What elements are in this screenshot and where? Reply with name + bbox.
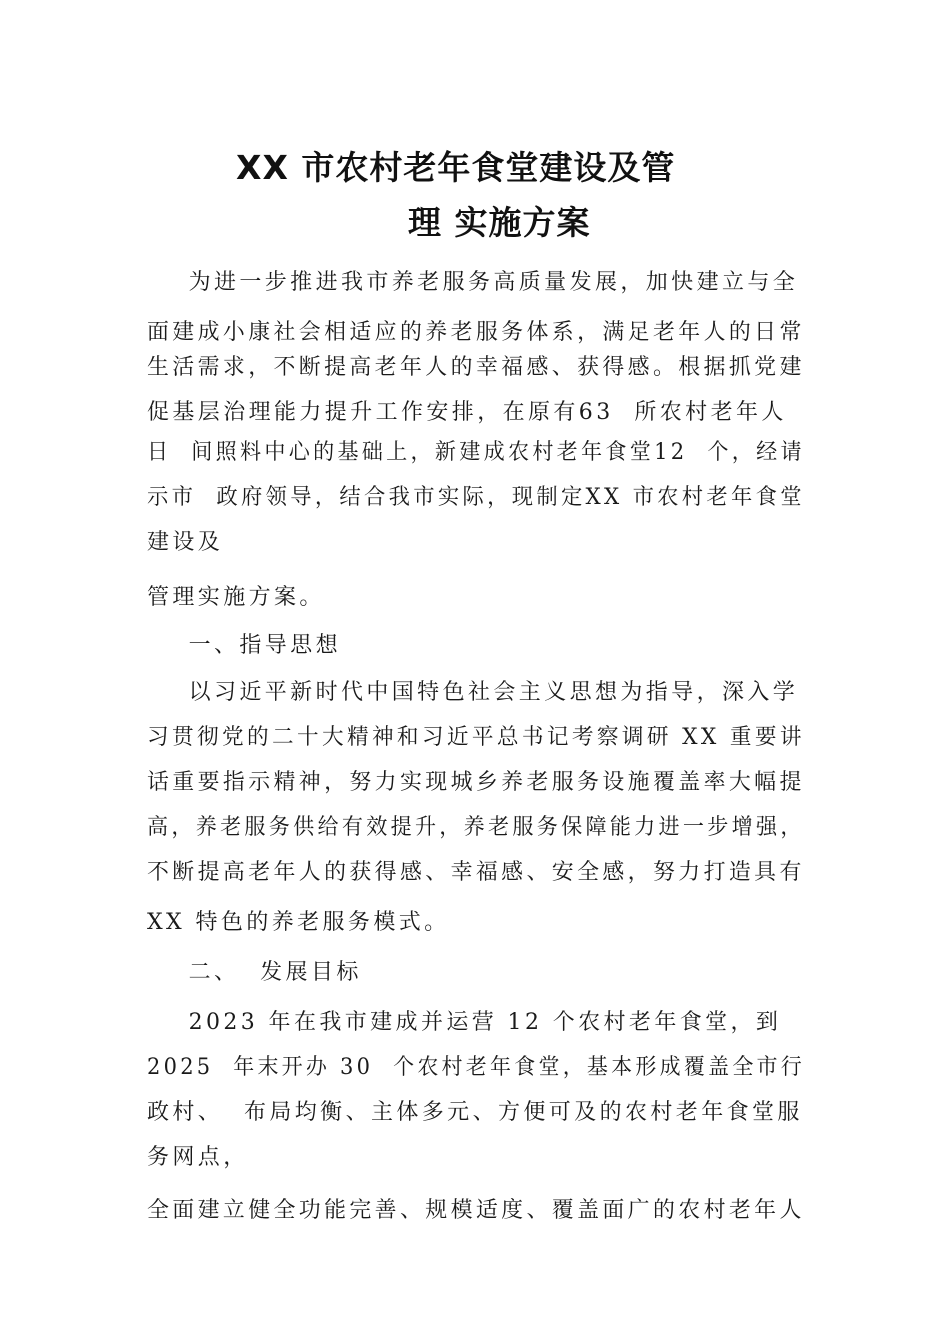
body-line: 建设及 bbox=[147, 530, 224, 555]
body-line: 以习近平新时代中国特色社会主义思想为指导，深入学 bbox=[147, 680, 799, 705]
body-line: 习贯彻党的二十大精神和习近平总书记考察调研 XX 重要讲 bbox=[147, 725, 805, 750]
section-heading: 一、指导思想 bbox=[147, 633, 341, 658]
body-line: 2023 年在我市建成并运营 12 个农村老年食堂，到 bbox=[147, 1010, 782, 1035]
body-line: 2025 年末开办 30 个农村老年食堂，基本形成覆盖全市行 bbox=[147, 1055, 806, 1080]
body-line: 务网点， bbox=[147, 1145, 249, 1170]
body-line: 为进一步推进我市养老服务高质量发展，加快建立与全 bbox=[147, 270, 799, 295]
body-line: 面建成小康社会相适应的养老服务体系，满足老年人的日常 bbox=[147, 320, 805, 345]
body-line: XX 特色的养老服务模式。 bbox=[147, 910, 450, 935]
body-line: 全面建立健全功能完善、规模适度、覆盖面广的农村老年人 bbox=[147, 1198, 805, 1223]
body-line: 示市 政府领导，结合我市实际，现制定XX 市农村老年食堂 bbox=[147, 485, 805, 510]
body-line: 生活需求，不断提高老年人的幸福感、获得感。根据抓党建 bbox=[147, 355, 805, 380]
body-line: 日 间照料中心的基础上，新建成农村老年食堂12 个，经请 bbox=[147, 440, 805, 465]
document-title-line-1: XX 市农村老年食堂建设及管 bbox=[236, 148, 676, 187]
body-line: 不断提高老年人的获得感、幸福感、安全感，努力打造具有 bbox=[147, 860, 805, 885]
section-heading: 二、 发展目标 bbox=[147, 960, 362, 985]
document-title-line-2: 理 实施方案 bbox=[408, 203, 591, 242]
body-line: 促基层治理能力提升工作安排，在原有63 所农村老年人 bbox=[147, 400, 787, 425]
body-line: 高，养老服务供给有效提升，养老服务保障能力进一步增强， bbox=[147, 815, 805, 840]
body-line: 政村、 布局均衡、主体多元、方便可及的农村老年食堂服 bbox=[147, 1100, 803, 1125]
body-line: 话重要指示精神，努力实现城乡养老服务设施覆盖率大幅提 bbox=[147, 770, 805, 795]
body-line: 管理实施方案。 bbox=[147, 585, 325, 610]
